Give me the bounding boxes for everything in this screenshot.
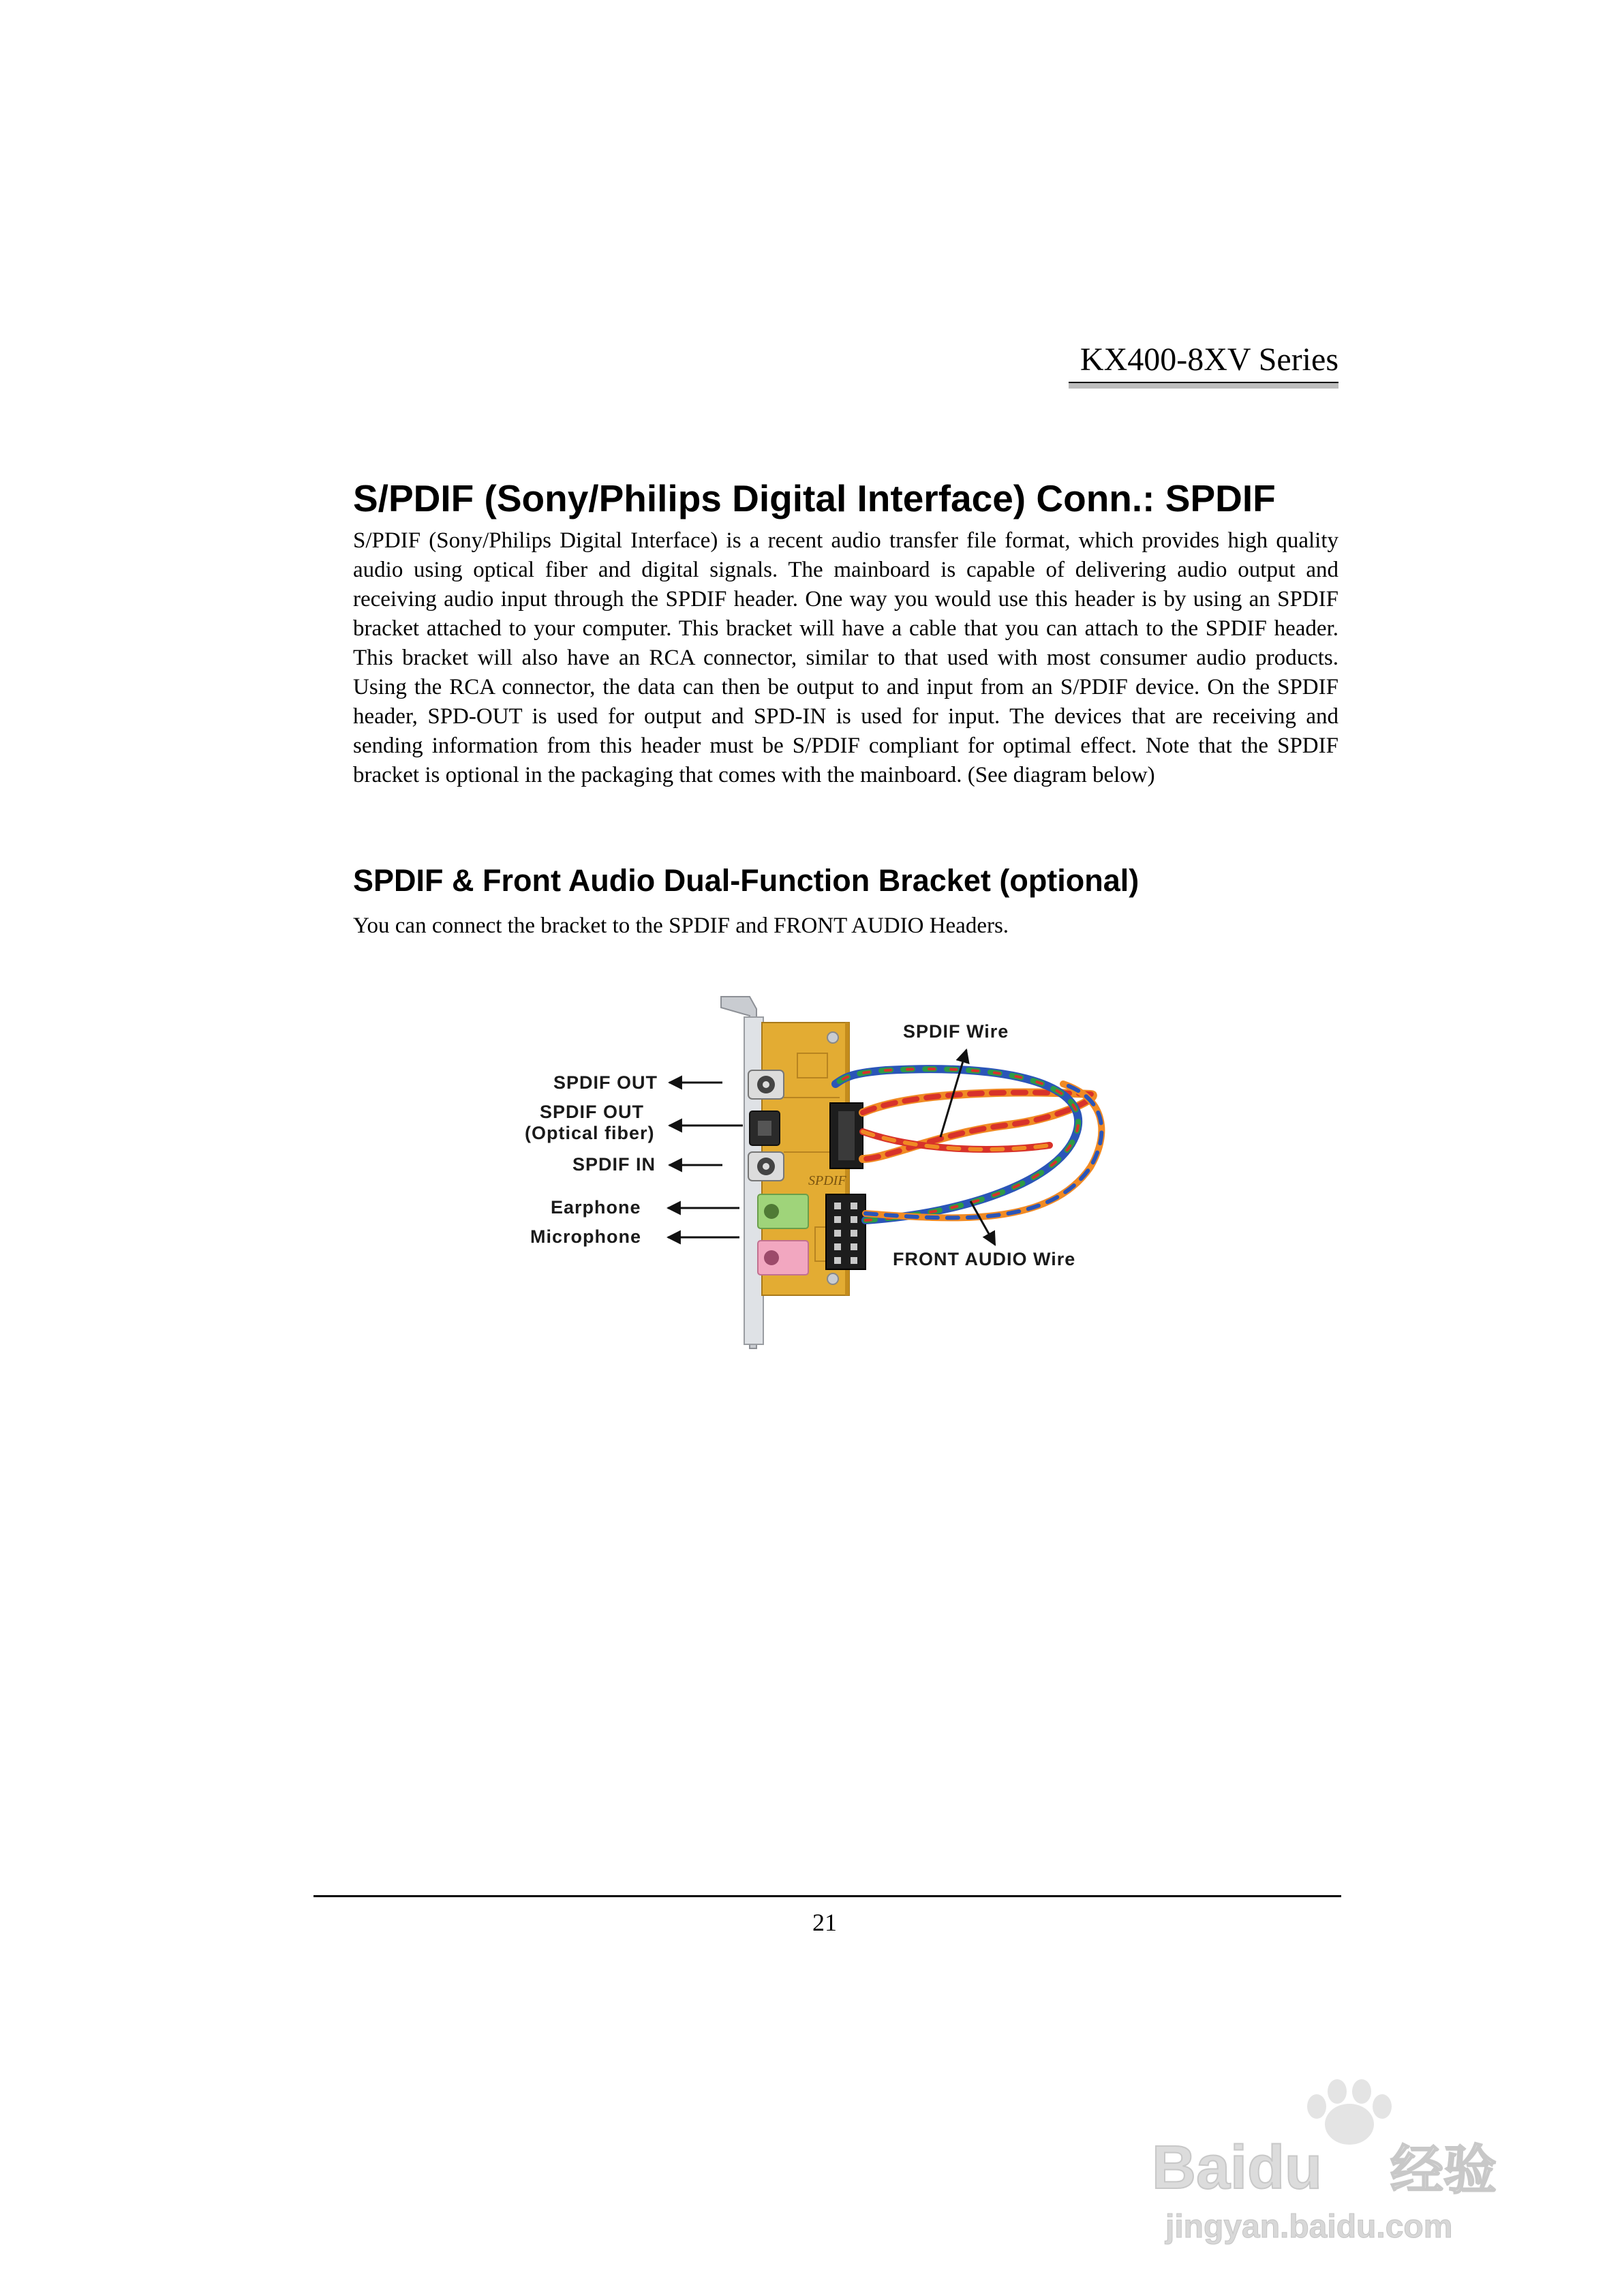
label-spdif-out: SPDIF OUT [553, 1072, 658, 1093]
section-title: S/PDIF (Sony/Philips Digital Interface) Conn.: SPDIF [353, 477, 1276, 519]
optical-jack [750, 1111, 780, 1145]
earphone-jack [758, 1194, 808, 1228]
spdif-wire [863, 1093, 1093, 1159]
spdif-header-socket [830, 1103, 863, 1168]
arrow-down-icon [970, 1201, 995, 1245]
baidu-jingyan-watermark [1145, 2059, 1554, 2263]
section-body: S/PDIF (Sony/Philips Digital Interface) is a recent audio transfer file format, which provides high quality audio using optical fiber and digital signals. The mainboard is capable of delivering audio output and receiving audio input through the SPDIF header. One way you would use this header is by using an SPDIF bracket attached to your computer. This bracket will have a cable that you can attach to the SPDIF header. This bracket will also have an RCA connector, similar to that used with most consumer audio products. Using the RCA connector, the data can then be output to and input from an S/PDIF device. On the SPDIF header, SPD-OUT is used for output and SPD-IN is used for input. The devices that are receiving and sending information from this header must be S/PDIF compliant for optimal effect. Note that the SPDIF bracket is optional in the packaging that comes with the mainboard. (See diagram below) [353, 528, 1338, 787]
watermark-url: jingyan.baidu.com [1165, 2209, 1453, 2245]
label-earphone: Earphone [551, 1197, 641, 1218]
subsection-title: SPDIF & Front Audio Dual-Function Bracket (optional) [353, 863, 1139, 898]
series-header: KX400-8XV Series [1080, 342, 1338, 378]
watermark-cn: 经验 [1390, 2140, 1497, 2201]
label-front-audio-wire: FRONT AUDIO Wire [893, 1249, 1076, 1269]
footer-rule [313, 1895, 1341, 1897]
rca-jack-in [748, 1152, 784, 1181]
label-spdif-in: SPDIF IN [572, 1154, 656, 1175]
microphone-jack [758, 1241, 808, 1275]
label-spdif-out-optical-line2: (Optical fiber) [525, 1123, 655, 1143]
subsection-text: You can connect the bracket to the SPDIF and FRONT AUDIO Headers. [353, 913, 1009, 938]
rca-jack-out [748, 1070, 784, 1099]
label-microphone: Microphone [530, 1226, 641, 1247]
page-number: 21 [812, 1909, 837, 1936]
front-audio-header-socket [826, 1194, 866, 1269]
label-spdif-out-optical-line1: SPDIF OUT [540, 1102, 645, 1122]
watermark-brand-suffix: du [1247, 2134, 1323, 2202]
watermark-brand: Bai [1152, 2134, 1248, 2202]
label-spdif-wire: SPDIF Wire [903, 1021, 1009, 1042]
board-silkscreen-label: SPDIF [808, 1173, 846, 1188]
svg-text:Baidu [1152, 2134, 1322, 2202]
